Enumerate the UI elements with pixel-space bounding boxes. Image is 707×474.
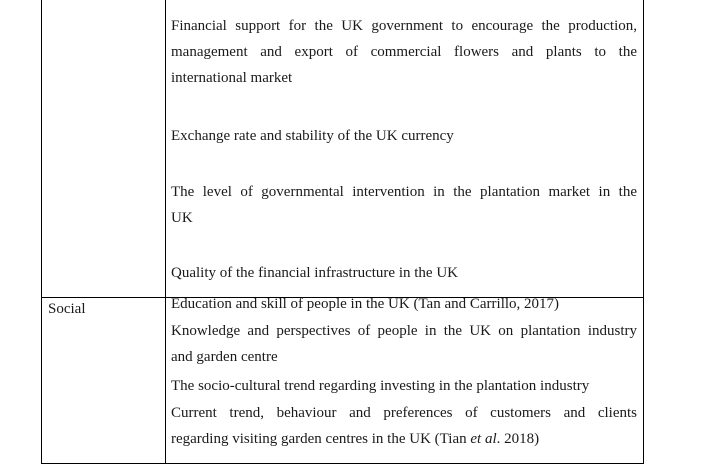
pestle-table — [41, 0, 644, 464]
economic-item-financial-infrastructure: Quality of the financial infrastructure in the UK — [171, 265, 458, 281]
social-label: Social — [48, 301, 86, 317]
social-item-knowledge: Knowledge and perspectives of people in the UK on plantation industry and garden centre — [171, 323, 637, 365]
economic-item-government-intervention: The level of governmental intervention in the plantation market in the UK — [171, 184, 637, 226]
economic-item-financial-support: Financial support for the UK government to encourage the production, management and export of commercial flowers and plants to the international market — [171, 18, 637, 86]
column-divider — [165, 0, 166, 463]
social-item-socio-cultural: The socio-cultural trend regarding investing in the plantation industry — [171, 378, 590, 394]
social-item-education: Education and skill of people in the UK (Tan and Carrillo, 2017) — [171, 296, 560, 312]
social-item-customer-trends: Current trend, behaviour and preferences of customers and clients regarding visiting garden centres in the UK (Tian et al. 2018) — [171, 405, 637, 447]
citation-line: regarding visiting garden centres in the UK (Tian et al. 2018) — [171, 431, 540, 447]
economic-item-exchange-rate: Exchange rate and stability of the UK currency — [171, 128, 454, 144]
